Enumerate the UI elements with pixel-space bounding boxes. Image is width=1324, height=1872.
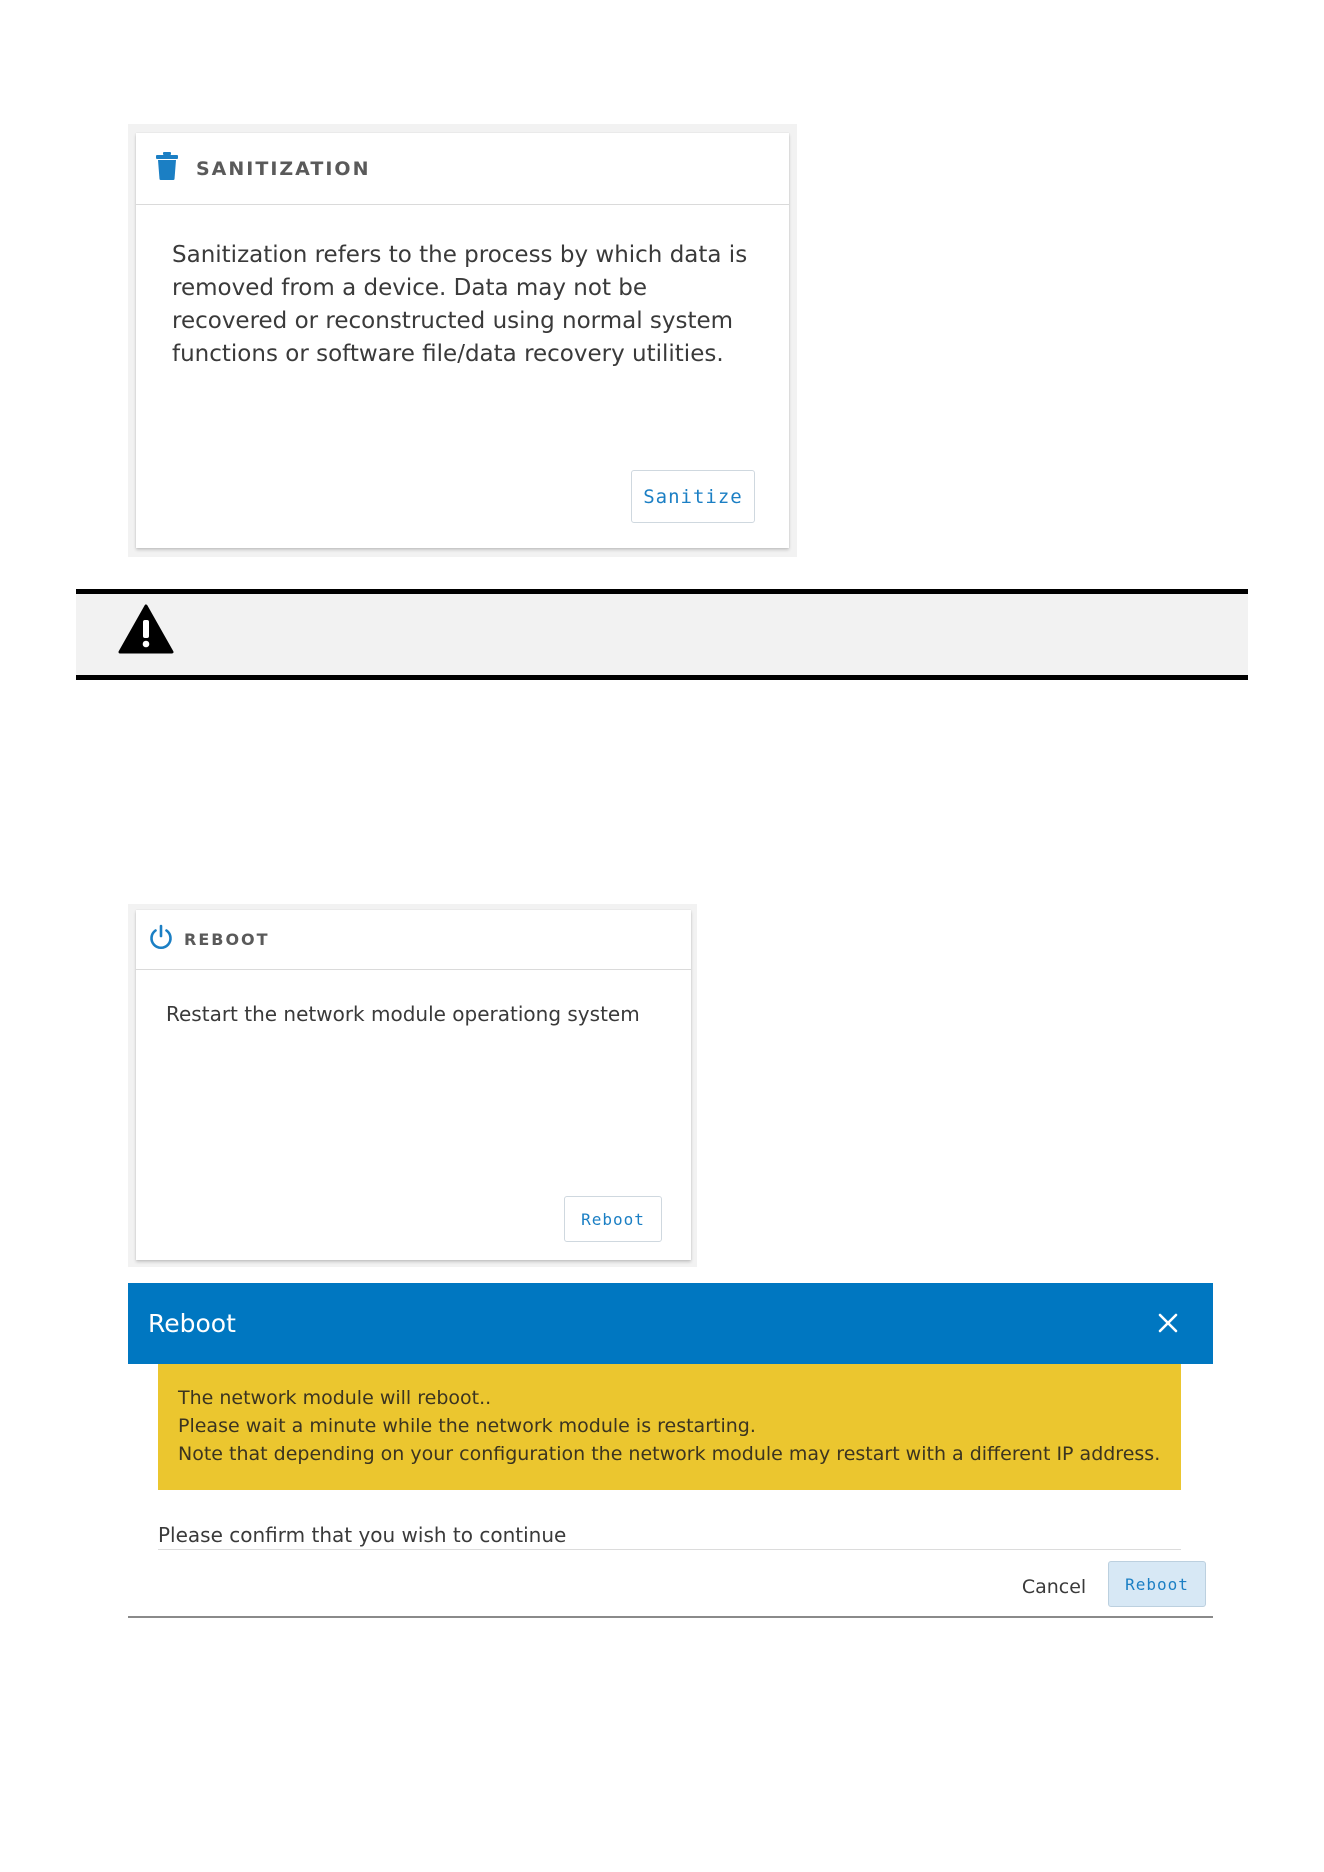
- reboot-button[interactable]: Reboot: [564, 1196, 662, 1242]
- warning-triangle-icon: [118, 604, 174, 659]
- sanitization-card: [136, 133, 789, 548]
- alert-line: Please wait a minute while the network module is restarting.: [178, 1415, 756, 1437]
- reboot-card: [136, 910, 691, 1260]
- divider: [158, 1549, 1181, 1550]
- reboot-dialog: [128, 1283, 1213, 1618]
- trash-icon: [156, 152, 178, 185]
- alert-line: Note that depending on your configuration the network module may restart with a different IP address.: [178, 1443, 1161, 1465]
- cancel-button[interactable]: Cancel: [1021, 1576, 1087, 1598]
- close-icon[interactable]: [1157, 1312, 1179, 1334]
- sanitize-button[interactable]: Sanitize: [631, 470, 755, 523]
- alert-line: The network module will reboot..: [178, 1387, 492, 1409]
- reboot-alert: [158, 1364, 1181, 1490]
- sanitization-card-header: [136, 133, 789, 205]
- reboot-card-title: REBOOT: [184, 930, 270, 949]
- dialog-bottom-border: [128, 1616, 1213, 1618]
- reboot-description: Restart the network module operationg system: [166, 1002, 640, 1026]
- sanitization-description: Sanitization refers to the process by which data is removed from a device. Data may not be recovered or reconstructed using normal system functions or software file/data recovery utilities.: [172, 242, 748, 367]
- reboot-card-header: [136, 910, 691, 970]
- dialog-title: Reboot: [148, 1309, 236, 1338]
- confirm-text: Please confirm that you wish to continue: [158, 1523, 567, 1547]
- dialog-header: [128, 1283, 1213, 1364]
- confirm-reboot-button[interactable]: Reboot: [1108, 1561, 1206, 1607]
- power-icon: [148, 924, 174, 955]
- warning-band: [76, 589, 1248, 680]
- sanitization-card-title: SANITIZATION: [196, 157, 371, 180]
